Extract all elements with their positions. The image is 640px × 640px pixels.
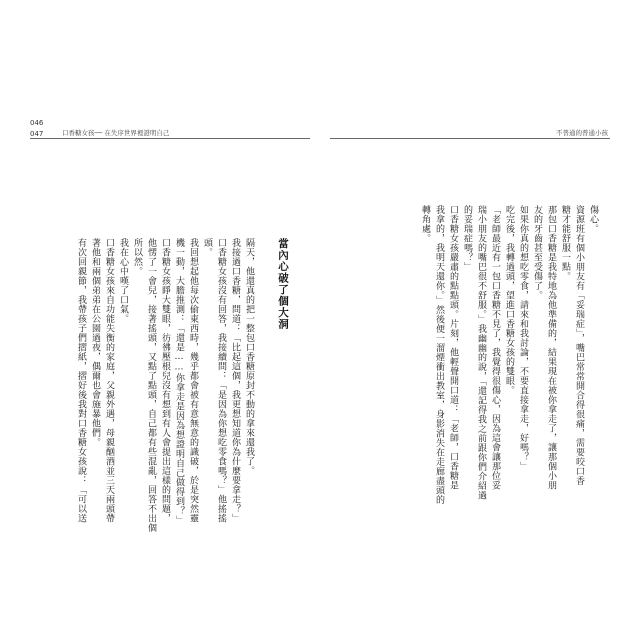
text-column: 如果你真的想吃零食，請來和我討論，不要直接拿走，好嗎？」 <box>518 205 528 471</box>
text-column: 傷心。 <box>588 205 598 234</box>
running-head-chapter-title: 不普通的普通小孩 <box>556 129 608 137</box>
page-number-left: 046 <box>30 119 44 127</box>
text-column: 頭。 <box>202 238 212 257</box>
page-number-right: 047 <box>30 130 44 138</box>
text-column: 糖才能舒服一點。 <box>560 205 570 281</box>
right-page-text <box>418 205 600 535</box>
page-numbers <box>30 118 43 140</box>
text-column: 轉角處。 <box>420 205 430 243</box>
text-column: 瑞小朋友的嘴巴很不舒服。」我幽幽的說，「還記得我之前跟你們介紹過 <box>476 205 486 500</box>
text-column: 口香糖女孩來自功能失衡的家庭，父親外遇，母親酗酒並三天兩頭帶 <box>104 238 114 523</box>
text-column: 他愣了一會兒，接著搖頭，又點了點頭，自己都有些混亂，回答不出個 <box>146 238 156 533</box>
text-column: 口香糖女孩沒有回答，我接續問：「是因為你想吃零食嗎？」他搖搖 <box>216 238 226 523</box>
text-column: 著他和兩個弟弟在公園過夜，偶爾也會施暴他們。 <box>90 238 100 447</box>
header-rule-left <box>30 138 310 139</box>
text-column: 有次回親節，我帶孩子們摺紙，摺好後我對口香糖女孩說：「可以送 <box>76 238 86 523</box>
text-column: 吃完後，我轉過頭，望進口香糖女孩的雙眼。 <box>504 205 514 395</box>
text-column: 我拿的，我明天還你。」然後便一溜煙衝出教室，身影消失在走廊盡頭的 <box>434 205 444 505</box>
text-column: 口香糖女孩睜大雙眼，彷彿壓根兒沒有想到有人會提出這樣的問題， <box>160 238 170 523</box>
text-column: 「老師最近有一包口香糖不見了，我覺得很傷心，因為這會讓那位妥 <box>490 205 500 490</box>
text-column: 隔天，他還真的把一整包口香糖原封不動的拿來還我了。 <box>244 238 254 476</box>
header-rule-right <box>330 138 610 139</box>
text-column: 資源班有個小朋友有「妥瑞症」，嘴巴常常開合得很痛，需要咬口香 <box>574 205 584 486</box>
text-column: 機一動，大膽推測：「還是……你拿走是因為想證明自己做得到？」 <box>174 238 184 525</box>
left-page-text <box>74 238 256 533</box>
text-column: 我在心中嘆了口氣。 <box>118 238 128 324</box>
running-head-book-title: 口香糖女孩── 在失序世界裡證明自己 <box>62 129 170 137</box>
text-column: 友的牙齒甚至受傷了。 <box>532 205 542 300</box>
text-column: 我回想起他每次偷東西時，幾乎都會被有意無意的識破，於是突然靈 <box>188 238 198 523</box>
text-column: 我接過口香糖，問道：「比起這個，我更想知道你為什麼要拿走？」 <box>230 238 240 523</box>
text-column: 所以然。 <box>132 238 142 276</box>
text-column: 口香糖女孩嚴肅的點點頭。片刻，他輕聲開口道：「老師，口香糖是 <box>448 205 458 490</box>
text-column: 的妥瑞症嗎？」 <box>462 205 472 272</box>
section-heading: 當內心破了個大洞 <box>277 238 289 330</box>
text-column: 那包口香糖是我特地為他準備的，結果現在被你拿走了，讓那個小朋 <box>546 205 556 490</box>
